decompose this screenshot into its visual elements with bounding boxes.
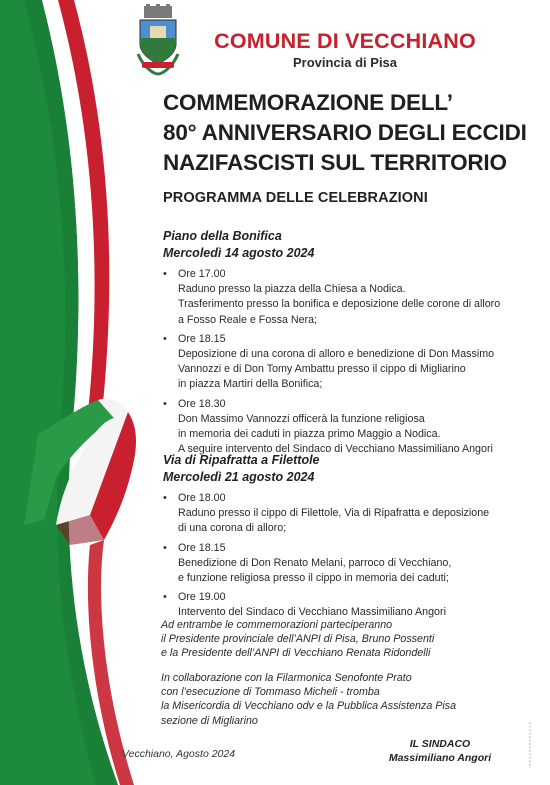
- header: [190, 28, 500, 72]
- event-text: A seguire intervento del Sindaco di Vecchiano Massimiliano Angori: [178, 443, 493, 456]
- event-text: Trasferimento presso la bonifica e deposizione delle corone di alloro: [178, 298, 501, 311]
- event-item: [163, 590, 543, 620]
- event-time: Ore 17.00: [178, 268, 226, 280]
- title-line: NAZIFASCISTI SUL TERRITORIO: [163, 150, 507, 175]
- collaboration-note: [161, 671, 456, 728]
- note-line: In collaborazione con la Filarmonica Senofonte Prato: [161, 672, 412, 684]
- page-subtitle: PROGRAMMA DELLE CELEBRAZIONI: [163, 190, 428, 206]
- note-line: con l’esecuzione di Tommaso Micheli - tromba: [161, 686, 380, 699]
- signer-name: Massimiliano Angori: [388, 752, 492, 764]
- section-place: Via di Ripafratta a Filettole: [163, 453, 320, 467]
- event-text: Vannozzi e di Don Tomy Ambattu presso il cippo di Migliarino: [178, 363, 466, 376]
- section-date: Mercoledì 14 agosto 2024: [163, 246, 315, 260]
- section-place: Piano della Bonifica: [163, 229, 282, 243]
- event-time: Ore 19.00: [178, 591, 226, 604]
- event-text: Raduno presso la piazza della Chiesa a Nodica.: [178, 283, 406, 296]
- event-text: Raduno presso il cippo di Filettole, Via di Ripafratta e deposizione: [178, 507, 490, 520]
- event-text: e funzione religiosa presso il cippo in memoria dei caduti;: [178, 572, 449, 585]
- comune-crest-icon: [134, 4, 182, 76]
- event-item: [163, 267, 543, 328]
- page-title: [163, 88, 543, 178]
- signer-role: IL SINDACO: [409, 738, 471, 750]
- provincia-name: Provincia di Pisa: [292, 55, 398, 70]
- comune-name: COMUNE DI VECCHIANO: [214, 29, 476, 53]
- bullet-icon: •: [163, 397, 167, 410]
- participants-note: [161, 618, 434, 661]
- event-text: Don Massimo Vannozzi officerà la funzione religiosa: [178, 412, 425, 425]
- event-text: in piazza Martiri della Bonifica;: [178, 378, 323, 391]
- event-text: di una corona di alloro;: [178, 522, 287, 535]
- event-text: Deposizione di una corona di alloro e benedizione di Don Massimo: [178, 348, 495, 361]
- title-line: 80° ANNIVERSARIO DEGLI ECCIDI: [163, 120, 527, 145]
- bullet-icon: •: [163, 492, 167, 504]
- event-list: [163, 491, 543, 621]
- event-time: Ore 18.00: [178, 492, 226, 504]
- signature-block: [360, 737, 520, 765]
- note-line: sezione di Migliarino: [161, 714, 258, 727]
- bullet-icon: •: [163, 591, 167, 604]
- printer-mark: [526, 720, 534, 770]
- title-line: COMMEMORAZIONE DELL’: [163, 90, 453, 115]
- event-list: [163, 267, 543, 457]
- note-line: Ad entrambe le commemorazioni parteciperanno: [161, 619, 393, 631]
- place-date: Vecchiano, Agosto 2024: [122, 748, 236, 760]
- event-item: [163, 491, 543, 537]
- event-section-1: [163, 228, 543, 461]
- event-text: Benedizione di Don Renato Melani, parroco di Vecchiano,: [178, 556, 452, 569]
- event-time: Ore 18.15: [178, 332, 226, 345]
- event-text: Intervento del Sindaco di Vecchiano Massimiliano Angori: [178, 606, 446, 619]
- note-line: e la Presidente dell’ANPI di Vecchiano Renata Ridondelli: [161, 647, 431, 660]
- bullet-icon: •: [163, 332, 167, 345]
- note-line: il Presidente provinciale dell’ANPI di Pisa, Bruno Possenti: [161, 633, 435, 646]
- bullet-icon: •: [163, 541, 167, 554]
- event-text: a Fosso Reale e Fossa Nera;: [178, 313, 318, 326]
- event-item: [163, 332, 543, 393]
- note-line: la Misericordia di Vecchiano odv e la Pubblica Assistenza Pisa: [161, 700, 457, 713]
- event-text: in memoria dei caduti in piazza primo Maggio a Nodica.: [178, 428, 441, 441]
- section-date: Mercoledì 21 agosto 2024: [163, 470, 315, 484]
- event-time: Ore 18.15: [178, 541, 226, 554]
- event-item: [163, 397, 543, 458]
- event-time: Ore 18.30: [178, 397, 226, 410]
- event-item: [163, 541, 543, 587]
- bullet-icon: •: [163, 268, 167, 280]
- event-section-2: [163, 452, 543, 625]
